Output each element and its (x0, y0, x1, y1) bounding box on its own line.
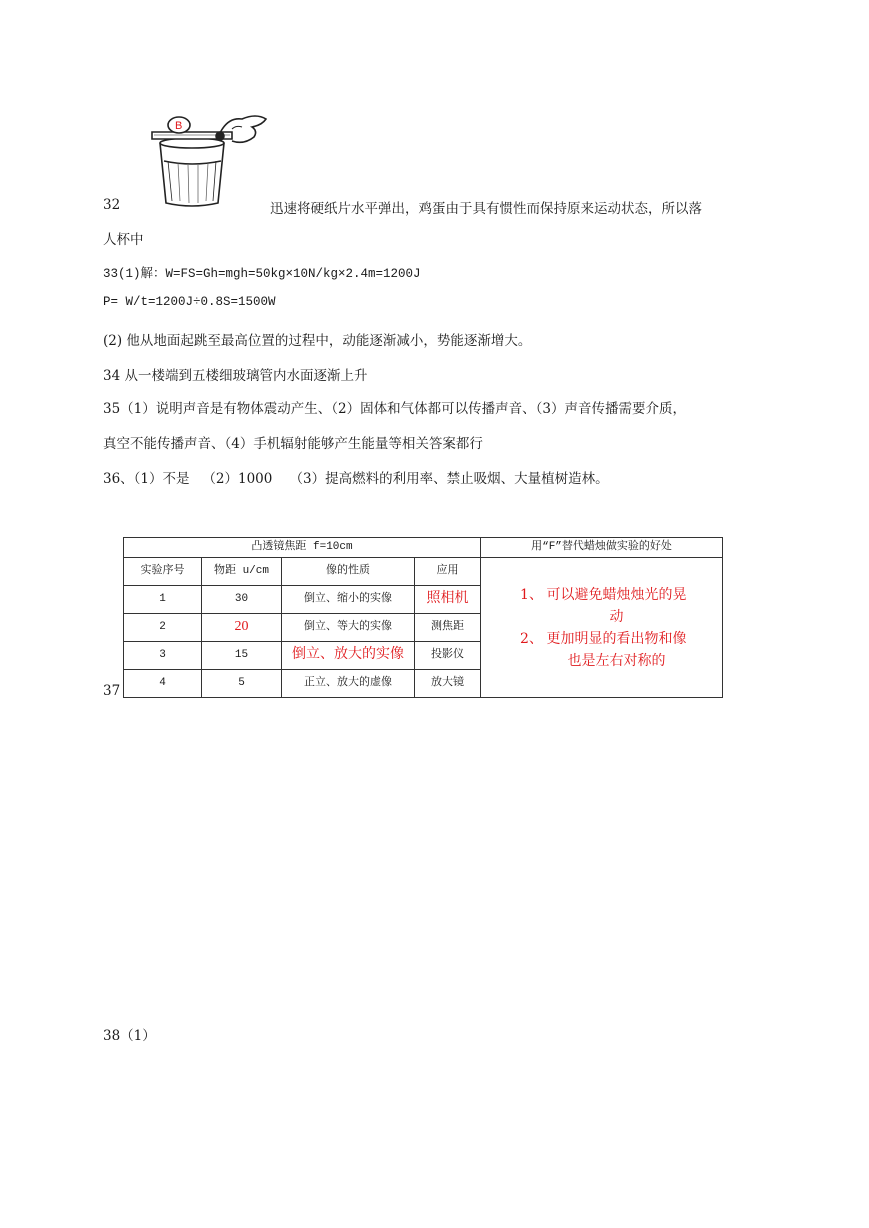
answer-camera: 照相机 (415, 586, 481, 614)
benefit-item: 1、 可以避免蜡烛烛光的晃 动 (520, 586, 687, 625)
table-row: 2 20 倒立、等大的实像 测焦距 (124, 614, 723, 642)
q33-part2-answer: (2) 他从地面起跳至最高位置的过程中，动能逐渐减小，势能逐渐增大。 (103, 333, 532, 349)
q33-work-formula: 33(1)解：W=FS=Gh=mgh=50kg×10N/kg×2.4m=1200J (103, 267, 421, 281)
header-use: 应用 (415, 558, 481, 586)
egg-inertia-illustration (128, 103, 273, 210)
answer-distance: 20 (202, 614, 282, 642)
egg-label: B (175, 120, 183, 132)
table-row: 1 30 倒立、缩小的实像 照相机 (124, 586, 723, 614)
q32-answer-line1: 迅速将硬纸片水平弹出，鸡蛋由于具有惯性而保持原来运动状态，所以落 (270, 201, 702, 217)
q38-label: 38（1） (103, 1028, 156, 1044)
q36-answer: 36、（1）不是 （2）1000 （3）提高燃料的利用率、禁止吸烟、大量植树造林。 (103, 471, 609, 487)
egg-cup-figure (128, 103, 273, 210)
q32-number: 32 (103, 197, 121, 213)
header-distance: 物距 u/cm (202, 558, 282, 586)
q35-answer-line1: 35（1）说明声音是有物体震动产生、（2）固体和气体都可以传播声音、（3）声音传播需要介质， (103, 401, 686, 417)
header-image: 像的性质 (282, 558, 415, 586)
table-row: 3 15 倒立、放大的实像 投影仪 (124, 642, 723, 670)
table-row: 4 5 正立、放大的虚像 放大镜 (124, 670, 723, 698)
q33-power-formula: P= W/t=1200J÷0.8S=1500W (103, 295, 276, 309)
q32-answer-line2: 人杯中 (103, 232, 144, 248)
benefit-title: 用“F”替代蜡烛做实验的好处 (481, 538, 723, 558)
lens-experiment-table (123, 537, 723, 698)
answer-image-nature: 倒立、放大的实像 (282, 642, 415, 670)
benefit-item: 2、 更加明显的看出物和像 也是左右对称的 (520, 630, 687, 669)
header-index: 实验序号 (124, 558, 202, 586)
q34-answer: 34 从一楼端到五楼细玻璃管内水面逐渐上升 (103, 368, 368, 384)
q35-answer-line2: 真空不能传播声音、（4）手机辐射能够产生能量等相关答案都行 (103, 436, 483, 452)
benefits-cell (481, 558, 723, 698)
q37-number: 37 (103, 683, 121, 699)
table-title: 凸透镜焦距 f=10cm (124, 538, 481, 558)
